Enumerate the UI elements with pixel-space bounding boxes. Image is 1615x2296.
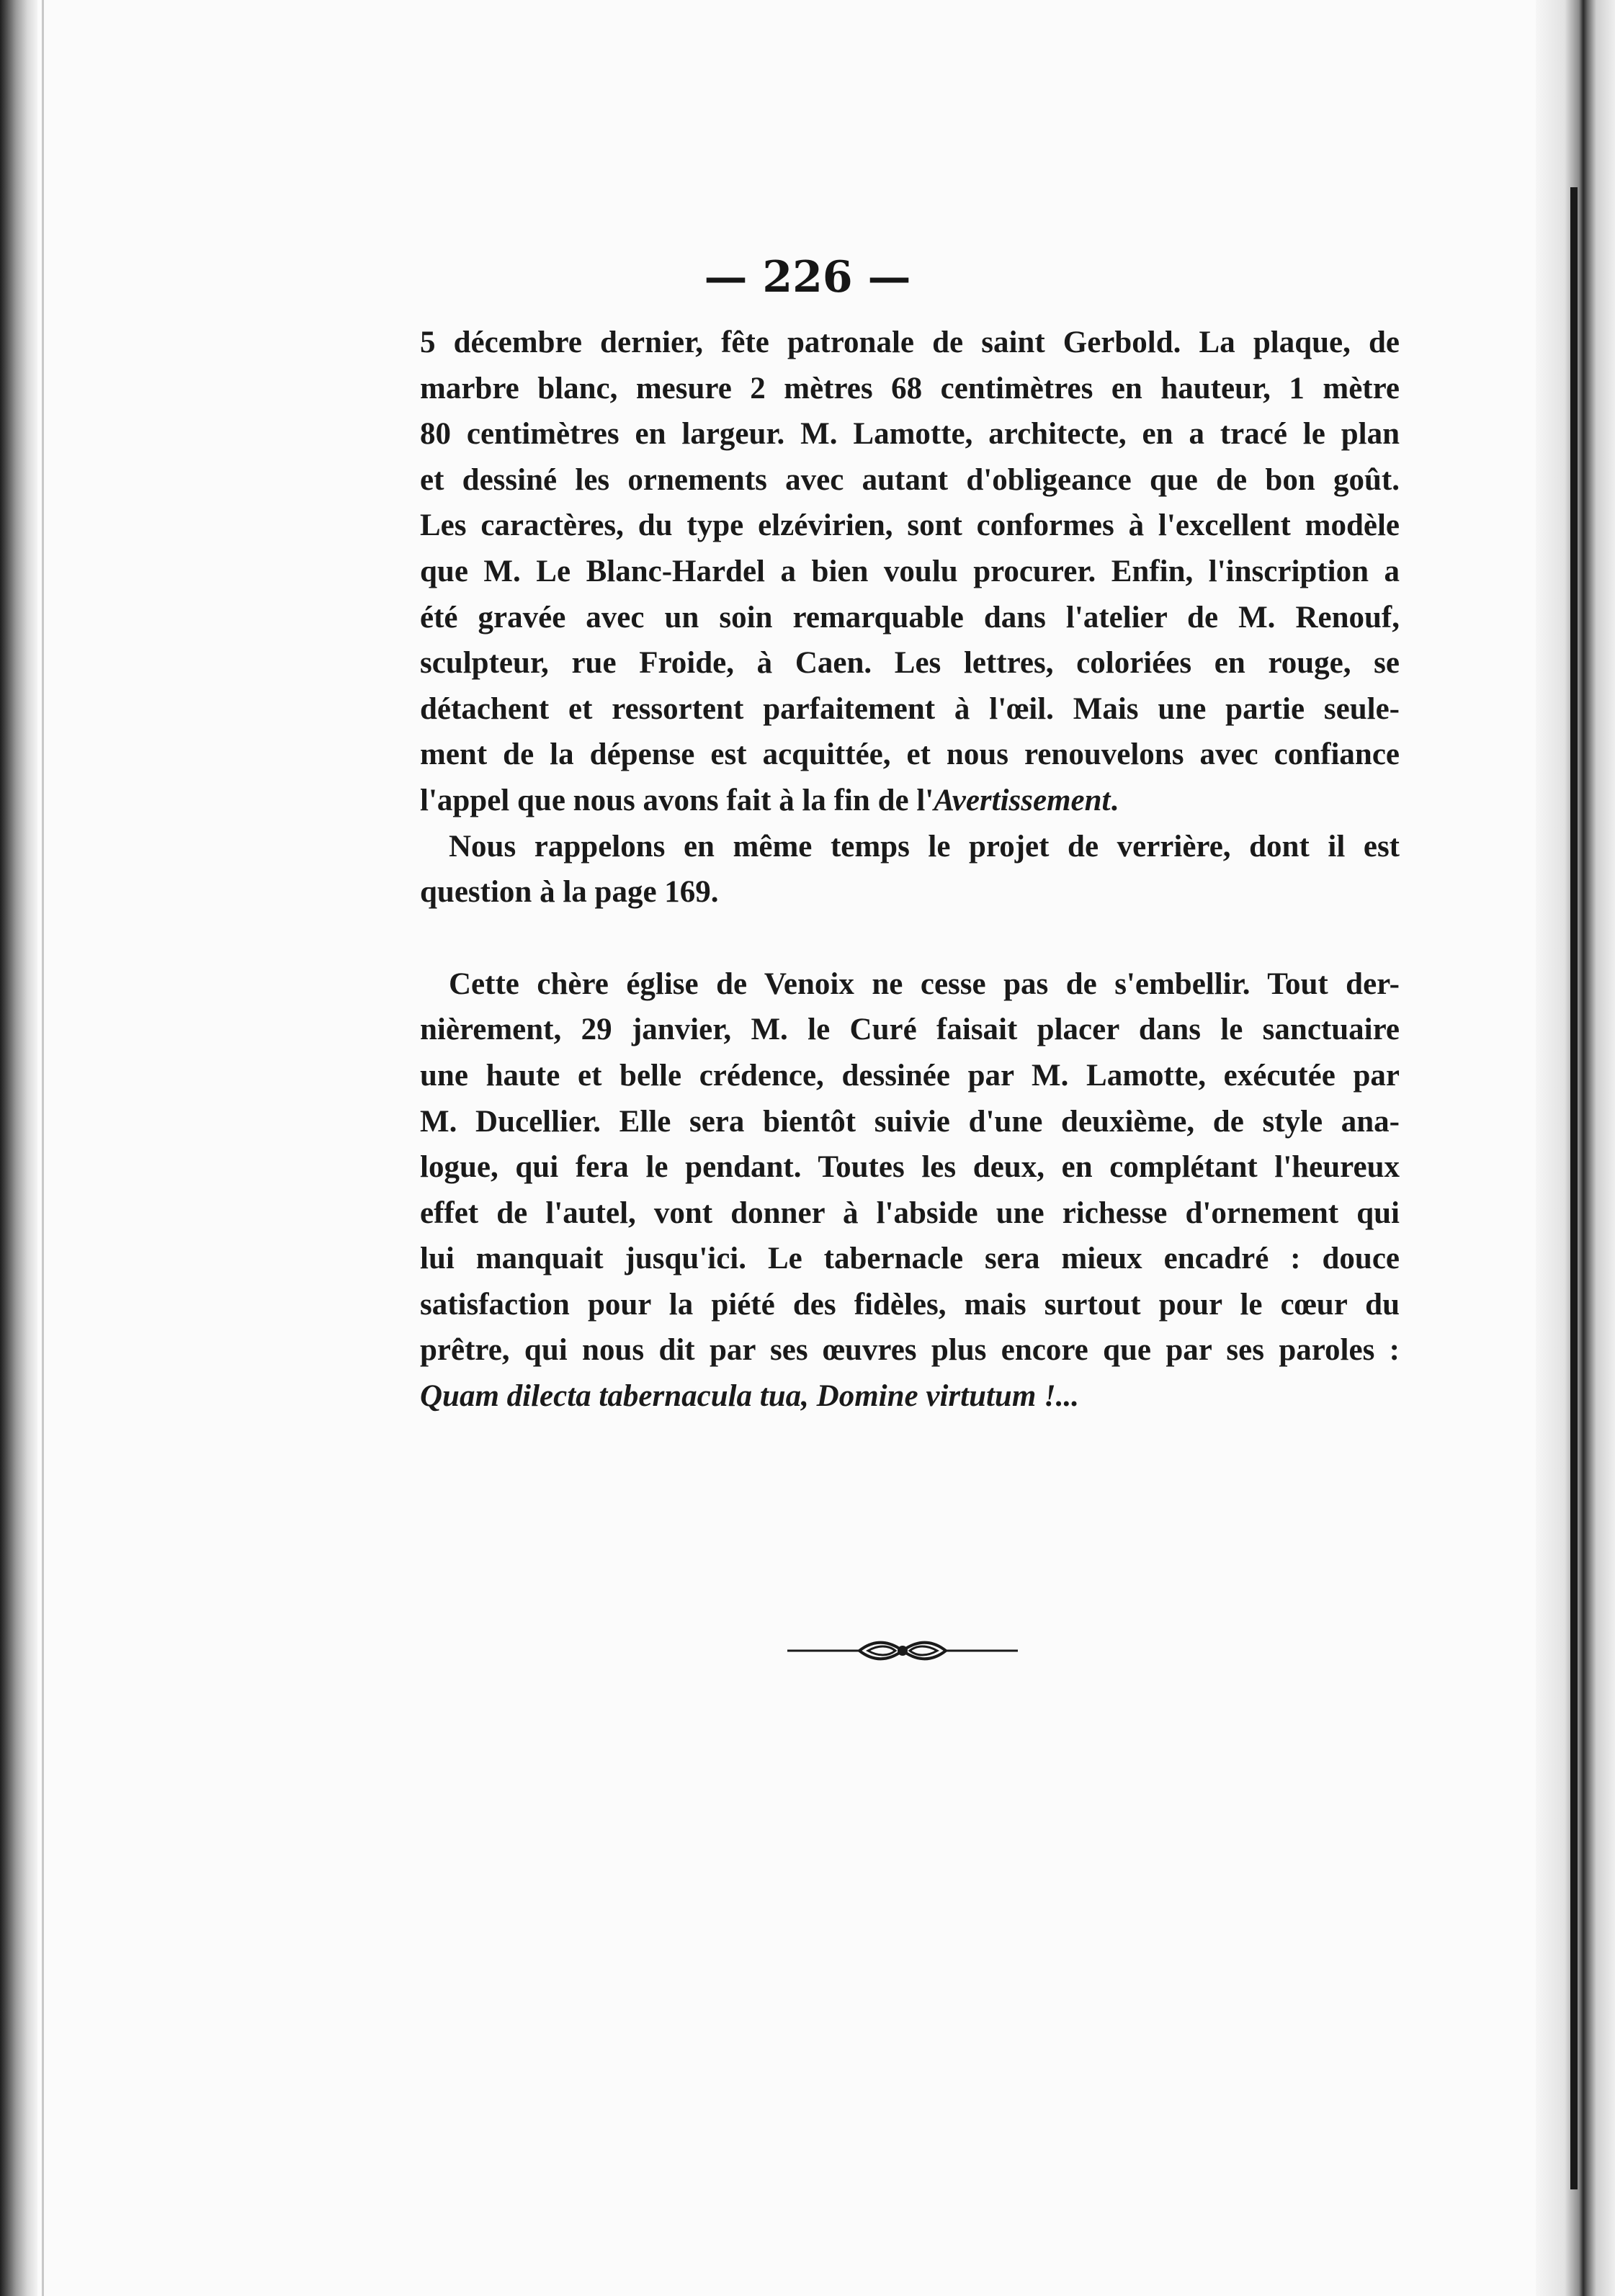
- text-line: Cette chère église de Venoix ne cesse pas de s'embellir. Tout der-: [449, 967, 1400, 1001]
- left-binding-shadow: [0, 0, 37, 2296]
- paragraph-2: [420, 824, 1400, 915]
- latin-quotation: Quam dilecta tabernacula tua, Domine virtutum !...: [420, 1379, 1080, 1414]
- text-line: sculpteur, rue Froide, à Caen. Les lettres, coloriées en rouge, se: [420, 646, 1400, 681]
- left-page-edge: [42, 0, 44, 2296]
- text-fragment: l'appel que nous avons fait à la fin de l': [420, 783, 934, 817]
- paragraph-gap: [420, 915, 1400, 961]
- text-fragment: .: [1110, 783, 1119, 817]
- text-line: une haute et belle crédence, dessinée par M. Lamotte, exécutée par: [420, 1058, 1400, 1093]
- text-line: effet de l'autel, vont donner à l'abside une richesse d'ornement qui: [420, 1196, 1400, 1230]
- text-line: et dessiné les ornements avec autant d'obligeance que de bon goût.: [420, 462, 1400, 497]
- text-line: nièrement, 29 janvier, M. le Curé faisait placer dans le sanctuaire: [420, 1013, 1400, 1047]
- italic-title: Avertissement: [934, 783, 1111, 817]
- text-line: été gravée avec un soin remarquable dans l'atelier de M. Renouf,: [420, 600, 1400, 634]
- text-line: que M. Le Blanc-Hardel a bien voulu procurer. Enfin, l'inscription a: [420, 554, 1400, 588]
- paragraph-1: [420, 320, 1400, 824]
- text-line: Nous rappelons en même temps le projet de verrière, dont il est: [449, 829, 1400, 864]
- text-line: question à la page 169.: [420, 875, 719, 910]
- text-line: M. Ducellier. Elle sera bientôt suivie d'une deuxième, de style ana-: [420, 1104, 1400, 1139]
- right-page-edge: [1570, 187, 1578, 2189]
- body-text: [420, 320, 1400, 1420]
- text-line: [420, 778, 1400, 824]
- text-line: prêtre, qui nous dit par ses œuvres plus encore que par ses paroles :: [420, 1333, 1400, 1368]
- text-line: Les caractères, du type elzévirien, sont conformes à l'excellent modèle: [420, 508, 1400, 543]
- text-line: lui manquait jusqu'ici. Le tabernacle sera mieux encadré : douce: [420, 1242, 1400, 1276]
- page-number: — 226 —: [704, 252, 911, 302]
- text-line: satisfaction pour la piété des fidèles, mais surtout pour le cœur du: [420, 1287, 1400, 1322]
- text-line: 5 décembre dernier, fête patronale de saint Gerbold. La plaque, de: [420, 326, 1400, 359]
- text-line: logue, qui fera le pendant. Toutes les deux, en complétant l'heureux: [420, 1150, 1400, 1185]
- text-line: détachent et ressortent parfaitement à l'œil. Mais une partie seule-: [420, 691, 1400, 726]
- text-line: ment de la dépense est acquittée, et nous renouvelons avec confiance: [420, 737, 1400, 772]
- text-line: marbre blanc, mesure 2 mètres 68 centimètres en hauteur, 1 mètre: [420, 371, 1400, 405]
- text-line: 80 centimètres en largeur. M. Lamotte, architecte, en a tracé le plan: [420, 417, 1400, 452]
- fleuron-tailpiece-icon: [787, 1635, 1018, 1667]
- paragraph-3: [420, 961, 1400, 1420]
